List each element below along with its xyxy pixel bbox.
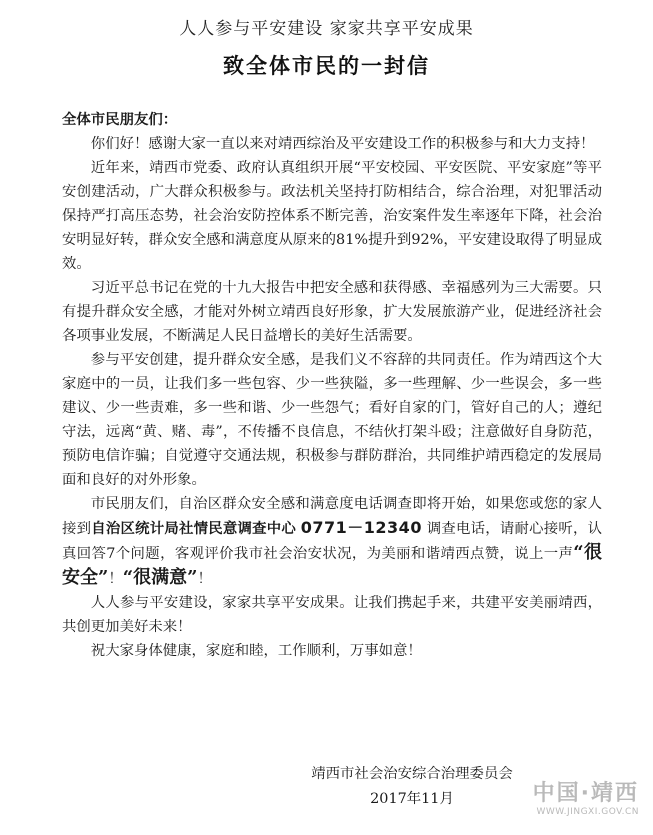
survey-text-end: ！ [197,571,212,587]
paragraph-security-needs: 习近平总书记在党的十九大报告中把安全感和获得感、幸福感列为三大需要。只有提升群众安全感，才能对外树立靖西良好形象，扩大发展旅游产业，促进经济社会各项事业发展，不断满足人民日益增长的美好生活需要。 [62,280,602,344]
quote-separator: ！ [108,571,123,587]
quote-very-safe: “很安全” [62,542,602,588]
letter-body [62,108,602,663]
paragraph-call-to-action: 人人参与平安建设，家家共享平安成果。让我们携起手来，共建平安美丽靖西，共创更加美好未来！ [62,595,602,635]
survey-text-instructions: 调查电话，请耐心接听，认真回答7个问题，客观评价我市社会治安状况，为美丽和谐靖西点赞，说上一声 [62,521,602,562]
signature-block [282,762,542,812]
paragraph-greeting: 你们好！感谢大家一直以来对靖西综治及平安建设工作的积极参与和大力支持！ [90,136,595,152]
paragraph-survey-call [62,492,602,591]
watermark-logo: 中国·靖西 [532,781,639,806]
paragraph-wishes: 祝大家身体健康，家庭和睦，工作顺利，万事如意！ [90,643,422,659]
survey-phone-number: 0771－12340 [300,518,422,537]
paragraph-achievements: 近年来，靖西市党委、政府认真组织开展“平安校园、平安医院、平安家庭”等平安创建活动，广大群众积极参与。政法机关坚持打防相结合，综合治理，对犯罪活动保持严打高压态势，社会治安防控体系不断完善，治安案件发生率逐年下降，社会治安明显好转，群众安全感和满意度从原来的81%提升到92%，平安建设取得了明显成效。 [62,160,602,272]
signature-date: 2017年11月 [370,791,454,807]
paragraph-responsibility: 参与平安创建，提升群众安全感，是我们义不容辞的共同责任。作为靖西这个大家庭中的一员，让我们多一些包容、少一些狭隘，多一些理解、少一些误会，多一些建议、少一些责难，多一些和谐、少一些怨气；看好自家的门，管好自己的人；遵纪守法，远离“黄、赌、毒”，不传播不良信息，不结伙打架斗殴；注意做好自身防范，预防电信诈骗；自觉遵守交通法规，积极参与群防群治，共同维护靖西稳定的发展局面和良好的对外形象。 [62,352,602,488]
header-slogan: 人人参与平安建设 家家共享平安成果 [179,19,474,39]
signature-org: 靖西市社会治安综合治理委员会 [311,766,513,782]
salutation: 全体市民朋友们： [62,111,178,128]
survey-center-name: 自治区统计局社情民意调查中心 [91,520,296,537]
site-watermark [533,781,639,817]
letter-title: 致全体市民的一封信 [223,53,430,78]
quote-very-satisfied: “很满意” [122,567,198,588]
survey-text-intro: 市民朋友们，自治区群众安全感和满意度电话调查即将开始，如果您或您的家人接到 [62,496,602,537]
watermark-url: WWW.JINGXI.GOV.CN [536,807,639,817]
